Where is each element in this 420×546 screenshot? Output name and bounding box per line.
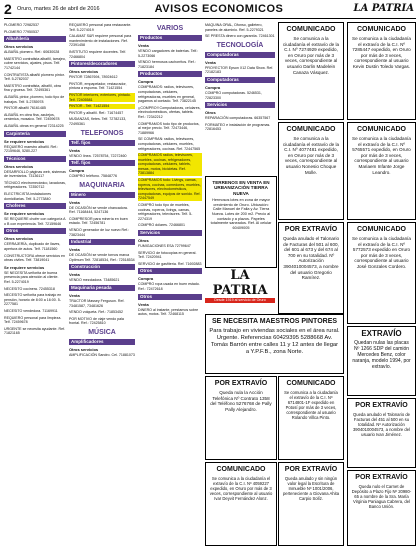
subcategory-heading: Venta (69, 272, 80, 278)
classified-ad: ALBAÑIL obras en general 72314225 (4, 123, 64, 128)
classified-ad: NECESITO vendedora. 71169911 (4, 308, 58, 313)
notice-box-ext3 (205, 376, 277, 460)
classified-ad: SERVICIO de gasfitería. Ref. 71692883 (138, 261, 202, 266)
notice-box-com1 (278, 22, 344, 120)
classified-ad: COMPRO teléfono. 75848776 (69, 174, 117, 179)
category-heading: Industrial (69, 239, 135, 245)
classified-ad: CONSTRUCTORA ofrece servicios en obras civiles. Telf. 73819041 (4, 253, 66, 263)
subcategory-heading: Otros servicios (4, 44, 34, 50)
notice-title: POR EXTRAVÍO (355, 474, 408, 481)
notice-body: Queda nula la Acción Telefónica Nº Contrato 1358 del Teléfono 5276768 de Pally Pally Alejandro. (210, 390, 272, 412)
notice-title: POR EXTRAVÍO (284, 226, 338, 233)
classified-ad: COMPRO ropa usada en buen estado. Ref.: 72472618 (138, 282, 200, 291)
subcategory-heading: Otros (138, 238, 149, 243)
category-heading: Telf. fijos (69, 160, 135, 166)
classified-ad: CERRAJERÍA, duplicado de llaves, apertura de autos. Telf. 71181560 (4, 242, 61, 252)
notice-body: Queda nulo el Carnet de Depósito a Plazo Fijo Nº 20980-65 a nombre de la Sra. María Virginia Paniagua Cabrera, del Banco Unión. (351, 484, 412, 509)
category-heading: Otros (138, 294, 202, 300)
classified-ad: VENDO cargadores de baterías. Telf.: 5-2273066 (138, 49, 199, 58)
painters-wanted-body: Para trabajo en viviendas sociales en el área rural. Urgente. Referencias 60429395 5288668 Av. Tomás Barrón entre calles 11 y 12 antes de llegar a Y.P.F.B., zona Norte. (209, 328, 340, 355)
classified-ad: CONTRATISTA albañil plomero pintor. Telf. 5-2782037 (4, 72, 65, 82)
classified-ad: AMPLIFICACIÓN Sandro. Cel. 71881073 (69, 353, 135, 357)
classified-ad: COMPRO dólares. 72466801 (138, 223, 185, 228)
painters-wanted-title: SE NECESITA MAESTROS PINTORES (211, 318, 338, 325)
subcategory-heading: Venta (69, 199, 80, 205)
notice-body: Se comunica a la ciudadanía el extravío de la C.I. Nº 7274929 expedido, en Oruro por más de 3 veces, correspondiente al usuario Darlin Madelein Canaza Vásquez. (282, 36, 340, 75)
classified-ad: TÉCNICO electromecánico, lavadoras, refrigeradores. 72350712 (4, 180, 66, 190)
classified-ad: URGENTE se necesita ayudante. Ref. 71821165 (4, 326, 66, 336)
land-sale-body: Hermosos lotes en zona de mayor crecimiento de Oruro. Ubicación: Calle Manuel de Falla y Av. Tierra Nueva. Lotes de 200 m2. Precio al contado y a plazos. Papeles totalmente saneados. Ref. Al celular 60409005 (210, 198, 272, 230)
category-heading: Carpintería (4, 131, 66, 137)
classified-ad: REPARACIÓN computadoras. 66357567 (205, 116, 271, 121)
subcategory-heading: Compra (138, 276, 154, 282)
notice-body: Se comunica a la ciudadanía el extravío de la C.I. Nº 7285447 expedido, en Oruro por más de 3 veces, correspondiente al usuario Kevin Dustin Toledo Vargas. (352, 36, 411, 69)
classified-ad: COMPRAMOS: radios, televisores, computadoras, celulares, refrigeradoras, muebles en general, pagamos al contado. Telf. 73822145 (138, 85, 196, 104)
classified-ad: COMPRAMOS radios, televisores, muebles, cocinas, refrigeradores, computadoras, celulares, tablets, mesas, motos, bicicletas. Ref. 73813884 (138, 153, 202, 176)
notice-box-com5 (347, 222, 416, 324)
classified-ad: REQUIERO personal para restaurante. Telf. 5-2274019 (69, 23, 132, 32)
classified-ad: SE PRESTA dinero con garantía. 72461301 (205, 34, 275, 39)
classified-ad: PLOMERO 72982537 (4, 23, 39, 27)
notice-box-ext5 (278, 462, 344, 546)
category-heading: Construcción (69, 264, 135, 270)
notice-body: Queda anulado y sin ningún valor legal la Escritura de Inmueble Nº 1001/2006, perteneciente a Giovana Ahita Carpio Solíz. (282, 476, 340, 501)
category-heading: Choferes (4, 203, 66, 209)
subcategory-heading: Otros servicios (4, 163, 34, 169)
classified-ad: FUMIGACIONES ESA 72799647 (138, 244, 191, 248)
page-header (4, 2, 416, 19)
page-number: 2 (4, 1, 12, 17)
subcategory-heading: Se requiere servicios (4, 138, 45, 144)
classified-ad: FORMATEO e instalación de programas. 72816453 (205, 122, 271, 132)
la-patria-logo: LA PATRIA Desde 1919 al servicio de Oruro (205, 268, 275, 298)
category-heading: Productos (138, 71, 202, 77)
subcategory-heading: Venta (69, 247, 80, 253)
classified-ad: VENDO hermosos cachorritos. Ref.: 71823184 (138, 60, 196, 69)
land-sale-box (205, 176, 277, 268)
subcategory-heading: Otros servicios (69, 347, 99, 352)
classified-ad: SE REQUIERE chofer con categoría A o B con experiencia. Telf. 72159646 (4, 217, 66, 226)
subcategory-heading: Venta (69, 293, 80, 299)
category-heading: Servicios (138, 230, 202, 236)
classified-ad: PLOMERO 77950537 (4, 29, 39, 34)
category-heading: Computadoras (205, 77, 275, 83)
classified-ad: CALAMAT S&R requiere personal para mantenimiento de instalaciones. Ref. 72391458 (69, 34, 132, 48)
section-heading: MÚSICA (88, 329, 116, 336)
classified-ad: INSTITUTO requiere docentes. Telf. 72466804 (69, 49, 127, 59)
category-heading: Productos (138, 35, 202, 41)
category-heading: Computadoras (205, 52, 275, 58)
notice-title: COMUNICADO (286, 380, 336, 387)
classified-ad: VENDO generador de luz nuevo Ref.: 73823444 (69, 228, 130, 237)
classified-ad: ELECTRICISTA instalaciones domiciliarias. Telf. 5-2773840 (4, 192, 52, 201)
classifieds-column-3 (138, 22, 202, 542)
classified-ad: SE NECESITA señorita de buena presencia para atención al cliente. Ref. 5-2274019 (4, 270, 59, 284)
subcategory-heading: Compra (69, 168, 85, 174)
subcategory-heading: Venta (138, 43, 149, 48)
classified-ad: COMPRAMOS todo tipo de productos, al mejor precio. Telf. 72473446, 71889966 (138, 121, 200, 135)
notice-box-ext2 (347, 326, 416, 396)
classified-ad: PINTOR interiores, exteriores, pintado. Telf. 72405581 (69, 93, 135, 102)
subcategory-heading: Compra (205, 84, 221, 90)
notice-box-com4 (347, 122, 416, 220)
classified-ad: DESARROLLO páginas web, sistemas de inventarios. 73136117 (4, 169, 66, 179)
notice-box-com6 (278, 376, 344, 460)
classified-ad: MAESTRO contratista albañil, tarrajeo, cubre servicios, ajustes, pisos. Telf. 71742144 (4, 56, 66, 70)
notice-title: COMUNICADO (216, 466, 266, 473)
notice-title: COMUNICADO (357, 26, 406, 33)
notice-title: COMUNICADO (357, 226, 406, 233)
section-heading: TELEFONOS (80, 129, 124, 137)
notice-title: EXTRAVÍO (361, 329, 402, 338)
classified-ad: PINTOR - Telf. 71421554 (69, 104, 135, 109)
classified-ad: PINTOR 72867694, 78924612 (69, 75, 118, 80)
subcategory-heading: Se requiere servicios (4, 264, 45, 270)
category-heading: Amplificadores (69, 339, 135, 345)
newspaper-brand: LA PATRIA (353, 3, 414, 14)
classified-ad: VENDO volqueta. Ref.: 71853452 (69, 310, 123, 315)
classified-ad: COMPRAMOS todo: Livings, camas, roperos, cocinas, comedores, muebles, televisores, electrodomésticos, computadoras, equipos de sonido. Ref. 72447549 (138, 178, 201, 201)
notice-body: Queda anulado el Talonario de Facturas del 451 al 500 en su totalidad. Nº Autorización 3904010004573, a nombre del usuario Ivan Jiménez. (352, 412, 411, 437)
category-heading: Otros (4, 228, 66, 234)
notice-body: Se comunica a la ciudadanía el extravío de la C.I. Nº 5772573 expedido en Oruro por más de 3 veces, correspondiente al usuario José Gonzales Cordero. (352, 236, 411, 269)
notice-title: COMUNICADO (286, 126, 336, 133)
notice-title: POR EXTRAVÍO (355, 402, 408, 409)
subcategory-heading: Venta (205, 59, 216, 65)
classified-ad: ALBAÑIL en obra fina, azulejos, cerámica, mosaico. Telf. 72459678 (4, 112, 60, 122)
category-heading: Otros (138, 268, 202, 274)
notice-box-ext1 (278, 222, 344, 314)
notice-body: Se comunica a la ciudadanía el extravío de la C.I. Nº 4059227 expedido, en Oruro por más de 3 veces, correspondiente al usuario Ivar Deyvit Fernández Alonz. (209, 476, 273, 501)
classified-ad: MUDANZAS, fletes. Telf. 72782133, 72495361 (69, 117, 127, 126)
land-sale-title: TERRENOS EN VENTA EN URBANIZACIÓN TIERRA NUEVA (212, 180, 270, 196)
category-heading: Pintores/decoradores (69, 61, 135, 67)
classifieds-column-1 (4, 22, 66, 542)
classified-ad: DE OCASIÓN se vende tornos marca Optimum Telf. 72818534, Ref.: 72518534 (69, 253, 135, 262)
classified-ad: NECESITO señorita para trabajo en pensión, horario de 8:00 a 16:00. 5-2277581 (4, 293, 62, 307)
classified-ad: VENDO línea. 72578754, 72272460 (69, 153, 127, 158)
classified-ad: PINTOR y albañil. Ref.: 71674457 (69, 110, 124, 115)
subcategory-heading: Otros servicios (69, 69, 99, 75)
subcategory-heading: Venta (138, 301, 149, 307)
category-heading: Telf. fijos (69, 140, 135, 146)
category-heading: Maquinaria pesada (69, 285, 135, 291)
classified-ad: ALBAÑIL pintor, plomero, todo tipo de trabajos. Telf. 5-2785978 (4, 94, 65, 104)
section-heading: VARIOS (156, 25, 184, 32)
page-date: Oruro, martes 26 de abril de 2016 (17, 6, 100, 12)
category-heading: Albañilería (4, 36, 66, 42)
notice-body: Se comunica a la ciudadanía el extravío de la C.I. Nº 4077481 expedido, en Oruro por más de 3 veces, correspondiente al usuario Nonesio Choque Molle. (282, 136, 340, 175)
classified-ad: COMPRO todo tipo de muebles, cocinas, roperos, livings, camas, refrigeradores, televisores. Telf. 5-2274319 (138, 203, 193, 221)
section-title: AVISOS ECONOMICOS (154, 3, 284, 15)
classified-ad: TRACTOR Massey Ferguson. Ref. 73481587, 73481626 (69, 299, 125, 308)
notice-box-com3 (278, 122, 344, 220)
classified-ad: DE OCASIÓN se vende chancadora. Ref. 71168444, 5247136 (69, 205, 128, 215)
category-heading: Minero (69, 192, 135, 198)
subcategory-heading: Otros servicios (4, 236, 34, 242)
classified-ad: SE COMPRAN: radios, televisores, computadoras, celulares, muebles, refrigeradores, cocinas. Ref. 72447565 (138, 137, 201, 151)
classified-ad: NECESITO cocinera. 72455318 (4, 286, 55, 291)
category-heading: Técnicos (4, 156, 66, 162)
notice-body: Se comunica a la ciudadanía el extravío de la C.I. Nº 5765571 expedido, en Oruro por más de 3 veces, correspondiente al usuario Mariaem Infante Jorge Leandro. (352, 136, 411, 175)
classified-ad: MAQUINA ORAL, Dfonso, galletero, paneles de aluminio. Ref. 5-2279321 (205, 23, 264, 32)
notice-box-ext7 (347, 470, 416, 546)
classified-ad: COMPRO computadoras. 5246531, 72823300 (205, 90, 262, 100)
notice-box-com7 (205, 462, 277, 546)
notice-body: Se comunica a la ciudadanía el extravío de la C.I. Nº 6714801-1F expedido en Potosí por más de 3 veces, correspondiente al usuario Rolando Villca Pinto. (284, 390, 338, 420)
subcategory-heading: Compra (138, 79, 154, 85)
notice-title: COMUNICADO (286, 26, 336, 33)
classified-ad: SERVICIO de fotocopias en general. Telf. 72420941 (138, 250, 197, 260)
classified-ad: MAESTRO contratista, albañil, obra fina y gruesa. Telf. 72495361 (4, 83, 61, 93)
notice-title: POR EXTRAVÍO (284, 466, 338, 473)
notice-title: POR EXTRAVÍO (214, 380, 268, 387)
classified-ad: REQUIERO maestro albañil. Ref.: 72159646, 5280-227 (4, 144, 59, 154)
notice-box-ext4 (347, 398, 416, 468)
notice-body: Queda anulado el Talonario de Facturas del 501 al 600, del 601 al 673 y del 674 al 700 en su totalidad. Nº Autorización 3904010004573, a nombre del usuario Gregorio Ramírez. (282, 236, 340, 281)
notice-box-com2 (347, 22, 416, 120)
classified-ad: REQUIERO personal para limpieza. Telf. 72459678 (4, 315, 62, 325)
notice-body: Quedan nulas las placas Nº 1266 SDP del camión Mercedes Benz, color naranja, modelo 1994, por extravío. (352, 340, 411, 370)
notice-title: COMUNICADO (357, 126, 406, 133)
classified-ad: PINTOR albañil 76161485 (4, 106, 46, 111)
painters-wanted-box (205, 314, 344, 374)
classified-ad: POR MOTIVO de viaje vendo pala frontal. Ref.: 72425810 (69, 316, 124, 326)
subcategory-heading: Venta (69, 147, 80, 153)
category-heading: Servicios (205, 102, 275, 108)
classified-ad: PINTOR, empapelador, restaurador, pintura a espuma. Telf. 71421554 (69, 81, 127, 91)
classified-ad: DINERO al instante, prestamos sobre autos, motos. Telf. 72468115 (138, 307, 199, 317)
classified-ad: VENDO mezcladora. 73485621 (69, 278, 120, 283)
classifieds-column-2 (69, 22, 135, 542)
section-heading: TECNOLOGÍA (216, 41, 264, 49)
subcategory-heading: Otros (205, 110, 216, 116)
classified-ad: PROYECTOR Epson X12 Data Show. Ref. 72182183 (205, 65, 274, 75)
subcategory-heading: Se requiere servicios (4, 211, 45, 217)
classified-ad: ALBAÑIL plomero. Ref.: 60630028 (4, 50, 60, 55)
classified-ad: ¡¡COMPRO!! Computadoras, celulares, electrodomésticos, ofertas, tablets. Ref.: 72342212 (138, 105, 201, 119)
section-heading: MAQUINARIA (79, 181, 125, 189)
classified-ad: COMPRESOR para minería en buen estado. Telf. 72456781 (69, 216, 128, 226)
